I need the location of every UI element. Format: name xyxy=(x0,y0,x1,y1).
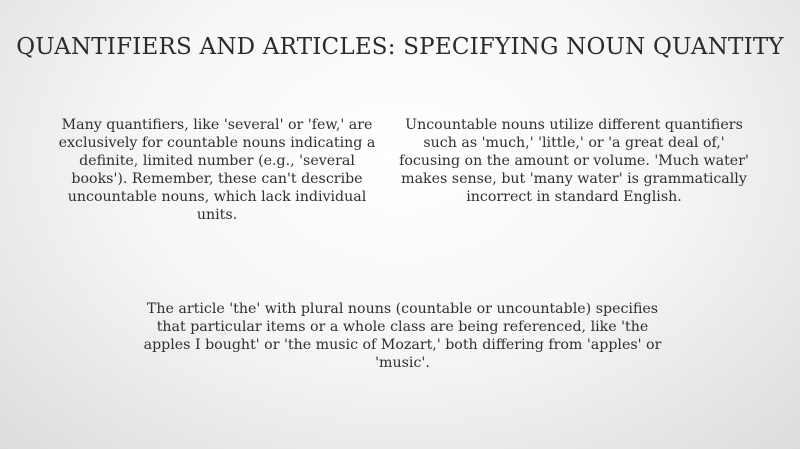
paragraph-uncountable-quantifiers: Uncountable nouns utilize different quantifiers such as 'much,' 'little,' or 'a great deal of,' focusing on the amount or volume. 'Much water' makes sense, but 'many water' is grammatically incorrect in standard English. xyxy=(399,117,749,205)
slide-title: QUANTIFIERS AND ARTICLES: SPECIFYING NOUN QUANTITY xyxy=(16,34,784,60)
paragraph-article-the: The article 'the' with plural nouns (countable or uncountable) specifies that particular items or a whole class are being referenced, like 'the apples I bought' or 'the music of Mozart,' both differing from 'apples' or 'music'. xyxy=(143,301,662,371)
paragraph-countable-quantifiers: Many quantifiers, like 'several' or 'few,' are exclusively for countable nouns indicating a definite, limited number (e.g., 'several books'). Remember, these can't describe uncountable nouns, which lack individual units. xyxy=(58,117,376,223)
